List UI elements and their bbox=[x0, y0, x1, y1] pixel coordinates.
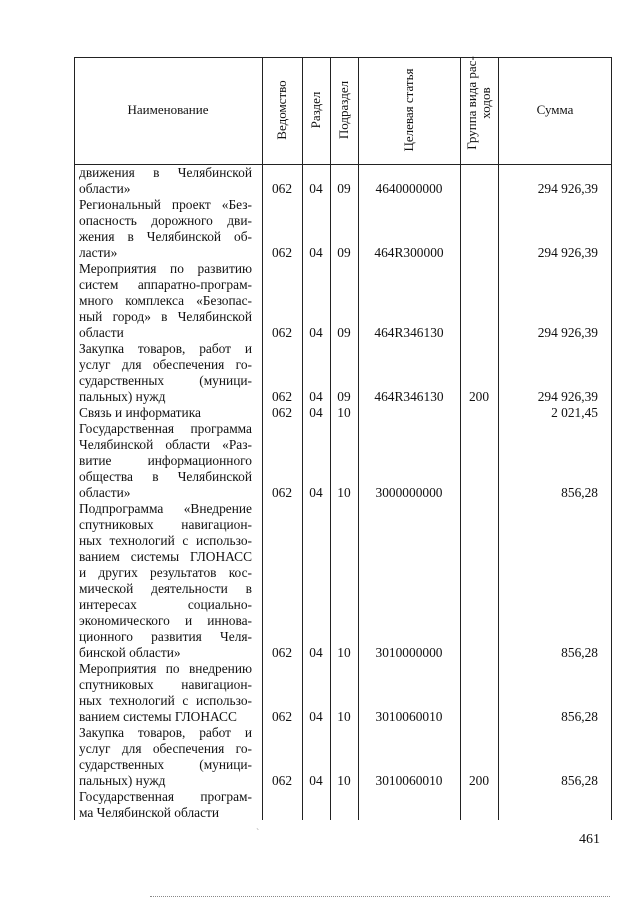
row-razdel: 04 bbox=[309, 245, 323, 260]
row-name-line: ласти» bbox=[79, 245, 118, 260]
row-name-line: Закупка товаров, работ и bbox=[79, 725, 252, 740]
row-podrazdel: 10 bbox=[337, 485, 351, 500]
row-razdel: 04 bbox=[309, 709, 323, 724]
header-gruppa-line2: ходов bbox=[478, 87, 493, 119]
row-vedomstvo: 062 bbox=[271, 181, 293, 196]
row-vedomstvo: 062 bbox=[271, 245, 293, 260]
row-name-line: ный город» в Челябинской bbox=[79, 309, 252, 324]
row-name-line: систем аппаратно-програм- bbox=[79, 277, 252, 292]
row-name-line: ных технологий с использо- bbox=[79, 533, 252, 548]
header-name: Наименование bbox=[127, 102, 209, 117]
row-razdel: 04 bbox=[309, 773, 323, 788]
row-name-line: спутниковых навигацион- bbox=[79, 677, 252, 692]
row-summa: 856,28 bbox=[561, 773, 598, 788]
row-celevaya: 3010000000 bbox=[375, 645, 443, 660]
row-name-line: Мероприятия по внедрению bbox=[79, 661, 252, 676]
row-celevaya: 464R346130 bbox=[374, 325, 444, 340]
header-celevaya: Целевая статья bbox=[401, 68, 416, 152]
column-divider bbox=[302, 57, 303, 820]
row-name-line: Государственная програм- bbox=[79, 789, 252, 804]
row-name-line: пальных) нужд bbox=[79, 773, 166, 788]
header-vedomstvo: Ведомство bbox=[274, 80, 289, 140]
header-podrazdel: Подраздел bbox=[336, 80, 351, 140]
page-number: 461 bbox=[579, 832, 600, 847]
row-summa: 294 926,39 bbox=[537, 325, 598, 340]
row-celevaya: 4640000000 bbox=[375, 181, 443, 196]
row-summa: 2 021,45 bbox=[551, 405, 598, 420]
row-podrazdel: 09 bbox=[337, 245, 351, 260]
row-celevaya: 464R346130 bbox=[374, 389, 444, 404]
row-name-line: услуг для обеспечения го- bbox=[79, 741, 252, 756]
column-divider bbox=[330, 57, 331, 820]
row-summa: 856,28 bbox=[561, 709, 598, 724]
row-summa: 856,28 bbox=[561, 645, 598, 660]
row-name-line: Челябинской области «Раз- bbox=[79, 437, 252, 452]
row-name-line: движения в Челябинской bbox=[79, 165, 252, 180]
row-name-line: Мероприятия по развитию bbox=[79, 261, 252, 276]
row-name-line: жения в Челябинской об- bbox=[79, 229, 252, 244]
row-vedomstvo: 062 bbox=[271, 389, 293, 404]
row-podrazdel: 10 bbox=[337, 645, 351, 660]
header-razdel: Раздел bbox=[308, 91, 323, 129]
row-razdel: 04 bbox=[309, 389, 323, 404]
row-celevaya: 464R300000 bbox=[374, 245, 444, 260]
header-summa: Сумма bbox=[536, 102, 574, 117]
row-name-line: экономического и иннова- bbox=[79, 613, 252, 628]
row-podrazdel: 10 bbox=[337, 773, 351, 788]
row-name-line: мической деятельности в bbox=[79, 581, 252, 596]
column-divider bbox=[358, 57, 359, 820]
row-vedomstvo: 062 bbox=[271, 405, 293, 420]
row-name-line: ванием системы ГЛОНАСС bbox=[79, 549, 252, 564]
row-summa: 856,28 bbox=[561, 485, 598, 500]
row-name-line: опасность дорожного дви- bbox=[79, 213, 252, 228]
row-summa: 294 926,39 bbox=[537, 389, 598, 404]
row-gruppa: 200 bbox=[468, 773, 490, 788]
row-name-line: ных технологий с использо- bbox=[79, 693, 252, 708]
row-celevaya: 3010060010 bbox=[375, 709, 443, 724]
row-vedomstvo: 062 bbox=[271, 773, 293, 788]
row-name-line: витие информационного bbox=[79, 453, 252, 468]
row-name-line: ма Челябинской области bbox=[79, 805, 220, 820]
row-vedomstvo: 062 bbox=[271, 645, 293, 660]
row-name-line: сударственных (муници- bbox=[79, 757, 252, 772]
row-vedomstvo: 062 bbox=[271, 485, 293, 500]
row-name-line: спутниковых навигацион- bbox=[79, 517, 252, 532]
row-name-line: Государственная программа bbox=[79, 421, 252, 436]
row-name-line: Подпрограмма «Внедрение bbox=[79, 501, 252, 516]
row-name-line: интересах социально- bbox=[79, 597, 252, 612]
row-name-line: много комплекса «Безопас- bbox=[79, 293, 252, 308]
row-summa: 294 926,39 bbox=[537, 181, 598, 196]
row-gruppa: 200 bbox=[468, 389, 490, 404]
row-name-line: Связь и информатика bbox=[79, 405, 201, 420]
row-name-line: ционного развития Челя- bbox=[79, 629, 252, 644]
row-name-line: Закупка товаров, работ и bbox=[79, 341, 252, 356]
row-podrazdel: 10 bbox=[337, 405, 351, 420]
row-name-line: услуг для обеспечения го- bbox=[79, 357, 252, 372]
row-name-line: области bbox=[79, 325, 124, 340]
row-name-line: и других результатов кос- bbox=[79, 565, 252, 580]
row-name-line: ванием системы ГЛОНАСС bbox=[79, 709, 237, 724]
column-divider bbox=[498, 57, 499, 820]
row-summa: 294 926,39 bbox=[537, 245, 598, 260]
row-podrazdel: 10 bbox=[337, 709, 351, 724]
row-razdel: 04 bbox=[309, 181, 323, 196]
row-razdel: 04 bbox=[309, 645, 323, 660]
row-name-line: Региональный проект «Без- bbox=[79, 197, 252, 212]
column-divider bbox=[460, 57, 461, 820]
scan-mark: ` bbox=[256, 828, 260, 839]
row-razdel: 04 bbox=[309, 485, 323, 500]
row-celevaya: 3010060010 bbox=[375, 773, 443, 788]
row-vedomstvo: 062 bbox=[271, 709, 293, 724]
row-name-line: области» bbox=[79, 181, 131, 196]
row-celevaya: 3000000000 bbox=[375, 485, 443, 500]
row-razdel: 04 bbox=[309, 325, 323, 340]
row-name-line: сударственных (муници- bbox=[79, 373, 252, 388]
row-name-line: общества в Челябинской bbox=[79, 469, 252, 484]
row-name-line: области» bbox=[79, 485, 131, 500]
header-gruppa-line1: Группа вида рас- bbox=[464, 56, 479, 150]
row-podrazdel: 09 bbox=[337, 389, 351, 404]
row-name-line: бинской области» bbox=[79, 645, 181, 660]
row-vedomstvo: 062 bbox=[271, 325, 293, 340]
row-podrazdel: 09 bbox=[337, 181, 351, 196]
row-name-line: пальных) нужд bbox=[79, 389, 166, 404]
column-divider bbox=[262, 57, 263, 820]
footer-line bbox=[150, 896, 610, 897]
row-podrazdel: 09 bbox=[337, 325, 351, 340]
row-razdel: 04 bbox=[309, 405, 323, 420]
